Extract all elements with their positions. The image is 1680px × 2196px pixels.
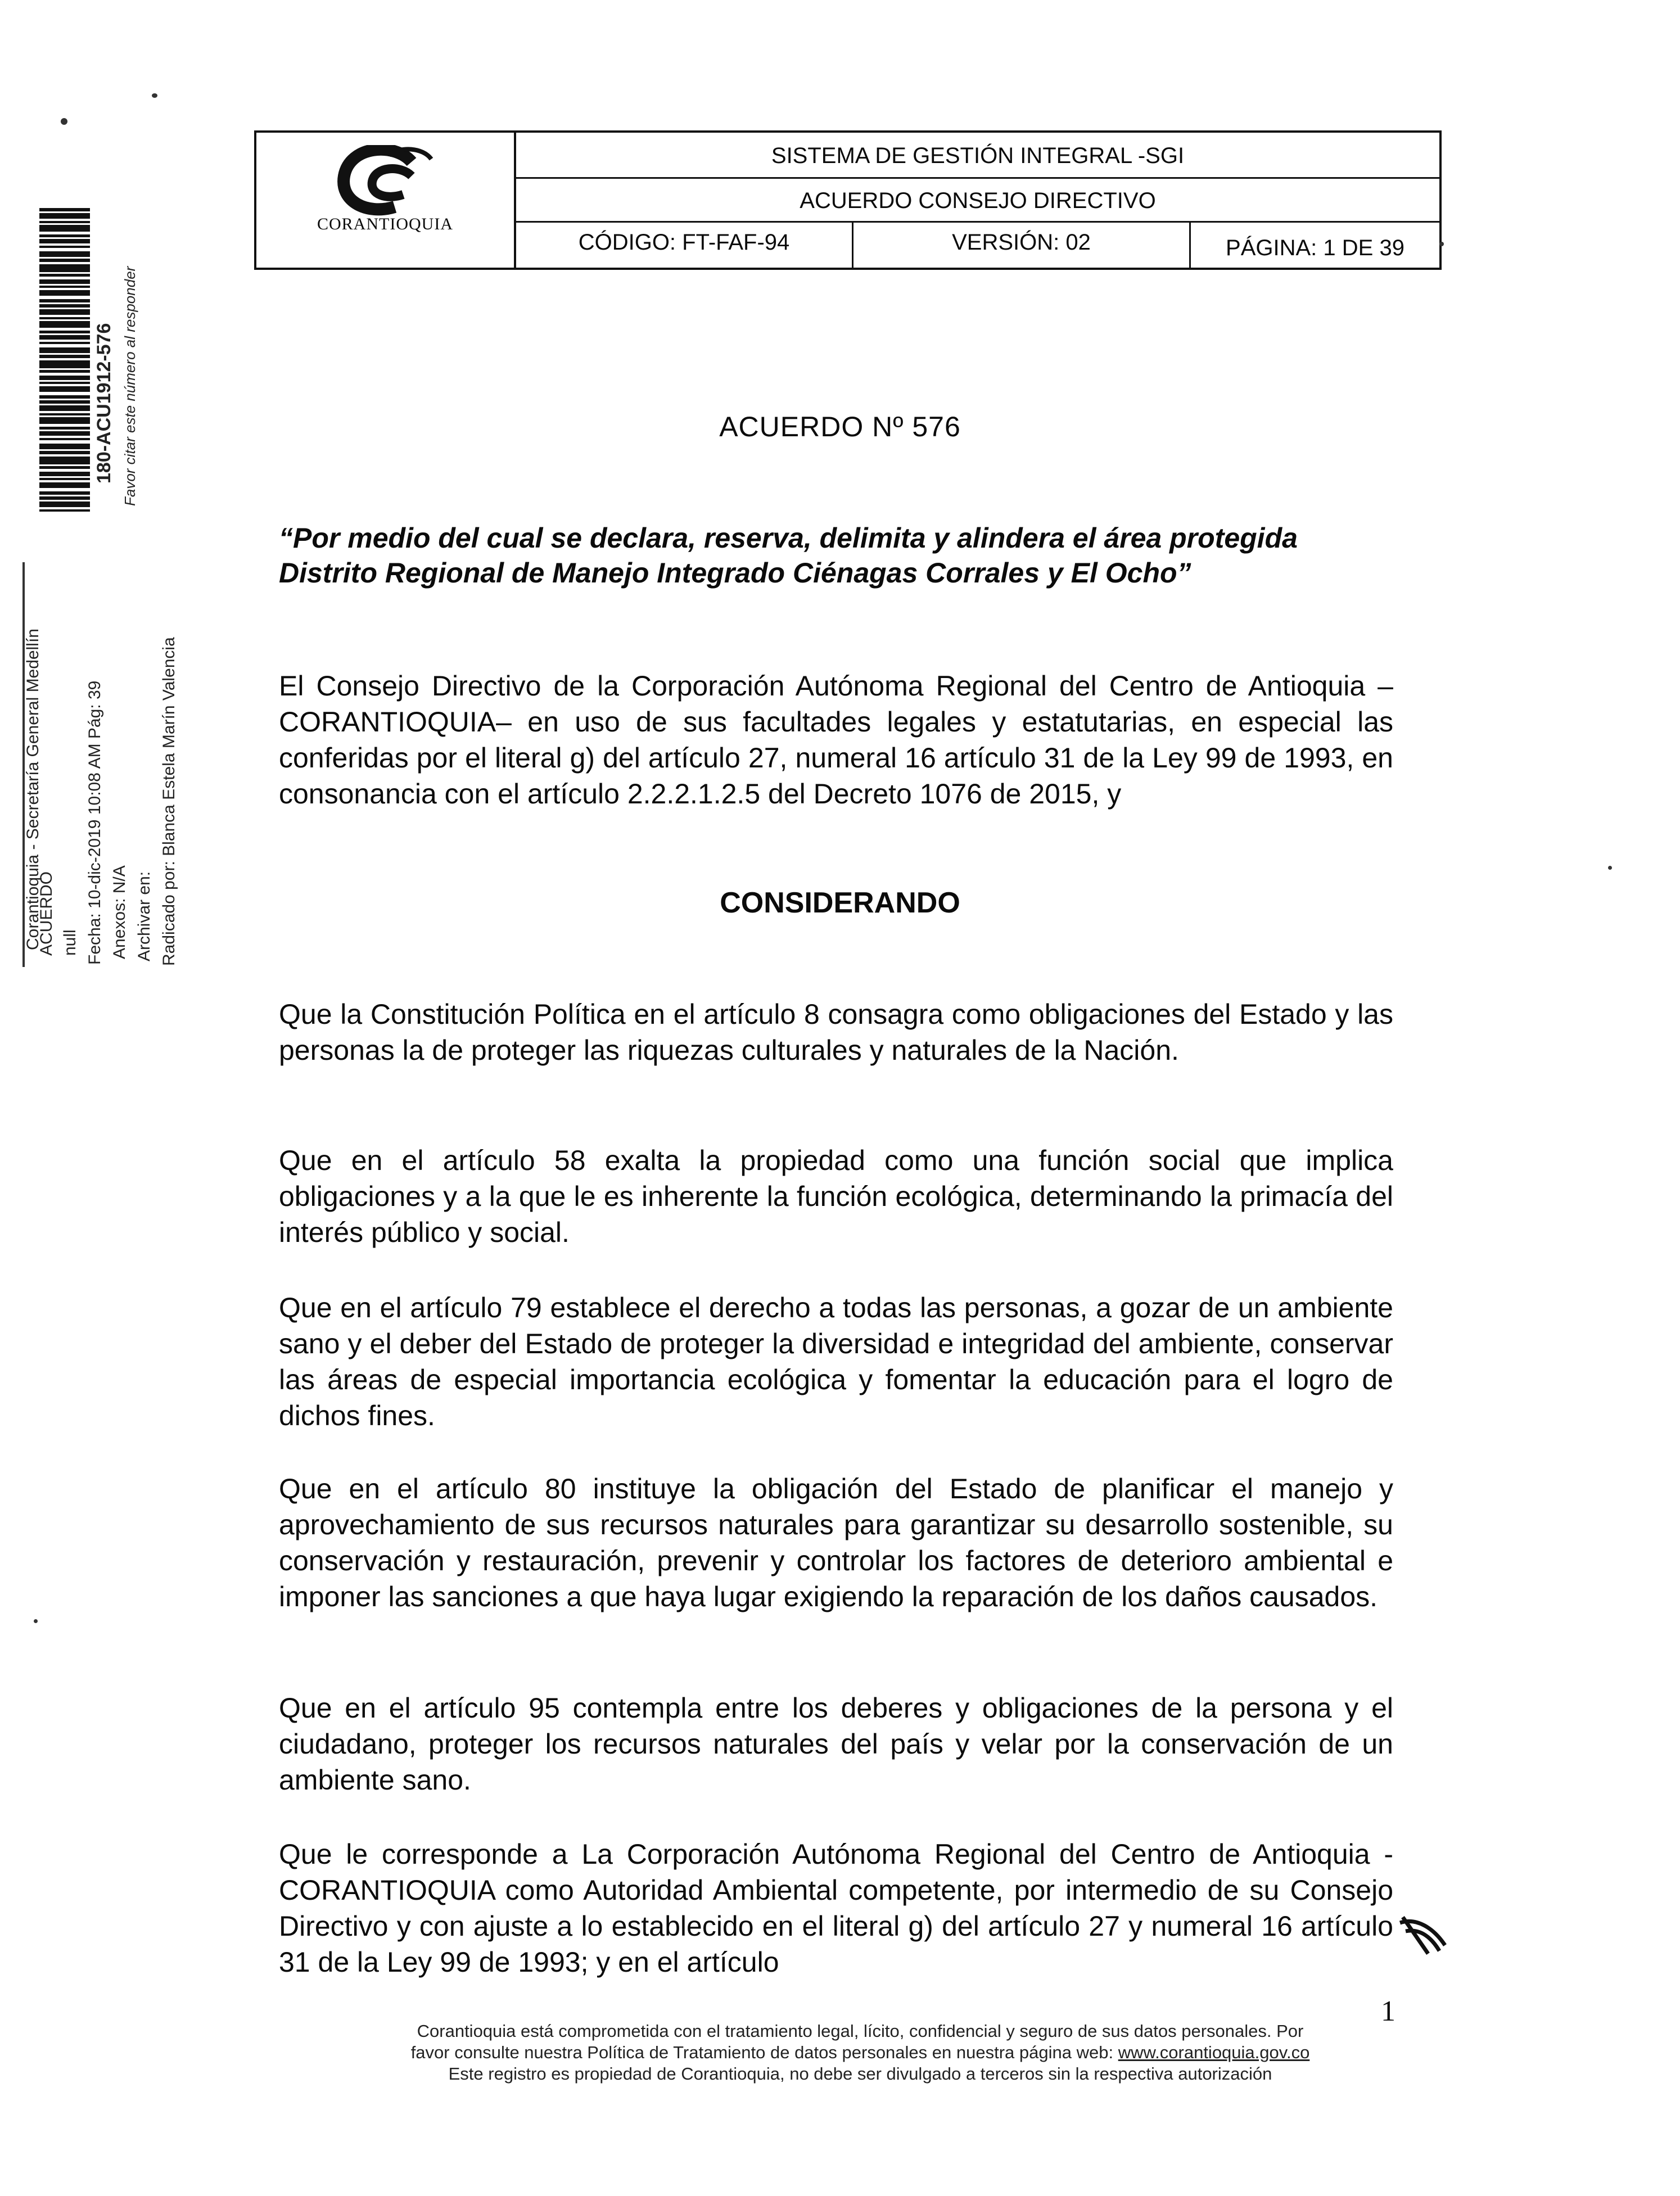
stamp-radicado-por: Radicado por: Blanca Estela Marín Valencia [160,637,178,966]
footer-notice [247,2021,1473,2085]
header-code: CÓDIGO: FT-FAF-94 [516,223,853,270]
document-subtitle: “Por medio del cual se declara, reserva, delimita y alindera el área protegida Distrito Regional de Manejo Integrado Ciénagas Corrales y El Ocho” [279,522,1298,589]
stamp-type: ACUERDO [37,871,56,956]
radicado-note: Favor citar este número al responder [121,266,138,506]
paragraph-art-79: Que en el artículo 79 establece el derecho a todas las personas, a gozar de un ambiente sano y el deber del Estado de proteger la diversidad e integridad del ambiente, conservar las áreas de especial importancia ecológica y fomentar la educación para el logro de dichos fines. [279,1292,1393,1431]
stamp-date: Fecha: 10-dic-2019 10:08 AM Pág: 39 [85,680,104,965]
header-meta-row [516,223,1439,270]
footer-url-link[interactable]: www.corantioquia.gov.co [1118,2043,1310,2062]
page-number: 1 [1381,1995,1396,2027]
document-title: ACUERDO Nº 576 [719,411,961,442]
header-version: VERSIÓN: 02 [853,223,1191,270]
stamp-null: null [61,929,79,956]
stamp-anexos: Anexos: N/A [110,865,129,959]
header-system: SISTEMA DE GESTIÓN INTEGRAL -SGI [516,133,1439,179]
footer-line-2-wrap [247,2042,1473,2063]
radicado-number: 180-ACU1912-576 [93,323,115,484]
header-page: PÁGINA: 1 DE 39 [1226,236,1404,260]
handwritten-mark-icon [1394,1912,1456,1962]
footer-line-1: Corantioquia está comprometida con el tratamiento legal, lícito, confidencial y seguro de sus datos personales. Por [417,2021,1304,2041]
document-header [254,130,1442,270]
stamp-archivar: Archivar en: [135,871,153,961]
footer-line-2: favor consulte nuestra Política de Tratamiento de datos personales en nuestra página web: [410,2043,1114,2062]
logo-cell [256,133,516,268]
scan-speck [1608,866,1612,870]
header-doc-type: ACUERDO CONSEJO DIRECTIVO [516,179,1439,223]
scan-speck [61,118,67,125]
scan-speck [152,93,157,98]
paragraph-art-95: Que en el artículo 95 contempla entre los deberes y obligaciones de la persona y el ciudadano, proteger los recursos naturales del país y velar por la conservación de un ambiente sano. [279,1692,1393,1796]
paragraph-art-58: Que en el artículo 58 exalta la propiedad como una función social que implica obligaciones y a la que le es inherente la función ecológica, determinando la primacía del interés público y social. [279,1145,1393,1248]
paragraph-art-80: Que en el artículo 80 instituye la obligación del Estado de planificar el manejo y aprovechamiento de sus recursos naturales para garantizar su desarrollo sostenible, su conservación y restauración, prevenir y controlar los factores de deterioro ambiental e imponer las sanciones a que haya lugar exigiendo la reparación de los daños causados. [279,1473,1393,1612]
corantioquia-logo-icon [327,145,445,218]
logo-name: CORANTIOQUIA [317,215,453,233]
paragraph-competencia: Que le corresponde a La Corporación Autónoma Regional del Centro de Antioquia - CORANTIOQUIA como Autoridad Ambiental competente, por intermedio de su Consejo Directivo y con ajuste a lo establecido en el literal g) del artículo 27 y numeral 16 artículo 31 de la Ley 99 de 1993; y en el artículo [279,1838,1393,1978]
section-heading: CONSIDERANDO [720,887,960,919]
stamp-office: Corantioquia - Secretaría General Medellín [24,629,42,950]
scan-speck [34,1619,38,1623]
scan-speck [1439,242,1444,246]
footer-line-3: Este registro es propiedad de Corantioquia, no debe ser divulgado a terceros sin la respectiva autorización [448,2064,1272,2084]
paragraph-art-8: Que la Constitución Política en el artículo 8 consagra como obligaciones del Estado y las personas la de proteger las riquezas culturales y naturales de la Nación. [279,998,1393,1066]
intro-paragraph: El Consejo Directivo de la Corporación Autónoma Regional del Centro de Antioquia –CORANTIOQUIA– en uso de sus facultades legales y estatutarias, en especial las conferidas por el literal g) del artículo 27, numeral 16 artículo 31 de la Ley 99 de 1993, en consonancia con el artículo 2.2.2.1.2.5 del Decreto 1076 de 2015, y [279,670,1393,810]
barcode [39,208,90,512]
